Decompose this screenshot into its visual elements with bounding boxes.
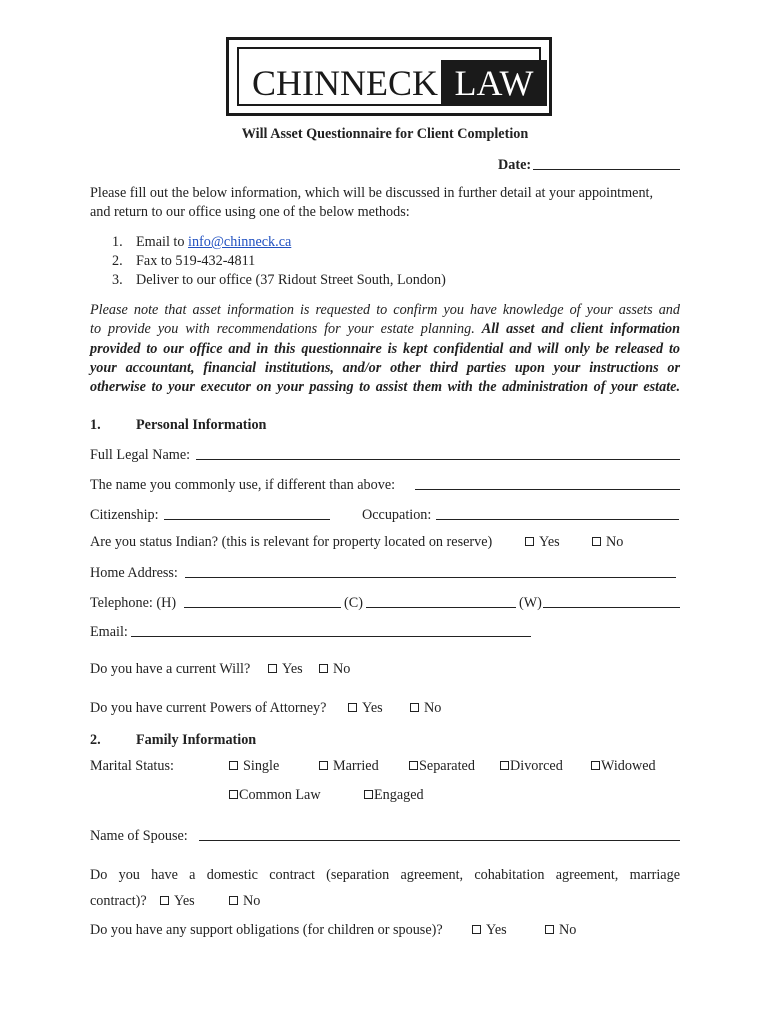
spouse-name-label: Name of Spouse: xyxy=(90,828,188,844)
powers-attorney-no[interactable] xyxy=(410,699,441,717)
marital-option-separated[interactable] xyxy=(409,757,475,775)
option-label: Single xyxy=(243,758,280,774)
telephone-home-field[interactable] xyxy=(184,607,341,608)
checkbox-icon[interactable] xyxy=(229,790,238,799)
common-name-field[interactable] xyxy=(415,489,680,490)
home-address-label: Home Address: xyxy=(90,565,178,581)
checkbox-icon[interactable] xyxy=(229,761,238,770)
occupation-field[interactable] xyxy=(436,519,679,520)
citizenship-field[interactable] xyxy=(164,519,330,520)
no-label: No xyxy=(333,661,351,677)
intro-line-2: and return to our office using one of the below methods: xyxy=(90,204,410,220)
support-obligations-yes[interactable] xyxy=(472,921,507,939)
home-address-field[interactable] xyxy=(185,577,676,578)
checkbox-icon[interactable] xyxy=(160,896,169,905)
domestic-contract-question-line-1: Do you have a domestic contract (separation agreement, cohabitation agreement, marriage xyxy=(90,867,680,883)
method-3-text: Deliver to our office (37 Ridout Street South, London) xyxy=(136,272,446,288)
telephone-home-label: Telephone: (H) xyxy=(90,595,177,611)
marital-option-engaged[interactable] xyxy=(364,786,424,804)
domestic-contract-yes[interactable] xyxy=(160,892,195,910)
marital-option-single[interactable] xyxy=(229,757,279,775)
citizenship-label: Citizenship: xyxy=(90,507,159,523)
method-2-text: Fax to 519-432-4811 xyxy=(136,253,256,269)
note-line-2-italic: to provide you with recommendations for your estate planning. xyxy=(90,321,475,337)
chinneck-law-logo xyxy=(226,37,552,116)
occupation-label: Occupation: xyxy=(362,507,432,523)
note-line-2-bold: All asset and client information xyxy=(481,321,681,337)
no-label: No xyxy=(606,534,624,550)
support-obligations-question: Do you have any support obligations (for children or spouse)? xyxy=(90,922,443,938)
common-name-label: The name you commonly use, if different than above: xyxy=(90,477,396,493)
method-1-text: Email to xyxy=(136,234,189,250)
checkbox-icon[interactable] xyxy=(410,703,419,712)
telephone-work-field[interactable] xyxy=(543,607,680,608)
section-1-title: Personal Information xyxy=(136,417,267,433)
section-2-title: Family Information xyxy=(136,732,257,748)
checkbox-icon[interactable] xyxy=(229,896,238,905)
telephone-cell-field[interactable] xyxy=(366,607,516,608)
date-field[interactable] xyxy=(533,169,680,170)
marital-option-married[interactable] xyxy=(319,757,379,775)
date-label: Date: xyxy=(498,157,532,173)
method-1 xyxy=(136,233,291,251)
option-label: Separated xyxy=(419,758,475,774)
method-1-number: 1. xyxy=(112,234,123,250)
yes-label: Yes xyxy=(174,893,195,909)
checkbox-icon[interactable] xyxy=(409,761,418,770)
no-label: No xyxy=(243,893,261,909)
checkbox-icon[interactable] xyxy=(545,925,554,934)
option-label: Divorced xyxy=(510,758,563,774)
logo-word-law: LAW xyxy=(441,60,547,106)
checkbox-icon[interactable] xyxy=(348,703,357,712)
marital-option-common-law[interactable] xyxy=(229,786,321,804)
marital-status-label: Marital Status: xyxy=(90,758,174,774)
current-will-question: Do you have a current Will? xyxy=(90,661,251,677)
checkbox-icon[interactable] xyxy=(472,925,481,934)
full-legal-name-field[interactable] xyxy=(196,459,680,460)
email-label: Email: xyxy=(90,624,128,640)
checkbox-icon[interactable] xyxy=(319,664,328,673)
method-3-number: 3. xyxy=(112,272,123,288)
document-title: Will Asset Questionnaire for Client Completion xyxy=(241,126,529,142)
support-obligations-no[interactable] xyxy=(545,921,576,939)
checkbox-icon[interactable] xyxy=(525,537,534,546)
yes-label: Yes xyxy=(362,700,383,716)
yes-label: Yes xyxy=(282,661,303,677)
note-line-4: your accountant, financial institutions, and/or other third parties upon your instructions or xyxy=(90,360,680,376)
email-field[interactable] xyxy=(131,636,531,637)
current-will-no[interactable] xyxy=(319,660,350,678)
logo-word-chinneck: CHINNECK xyxy=(252,63,438,103)
note-line-1: Please note that asset information is requested to confirm you have knowledge of your assets and xyxy=(90,302,680,318)
status-indian-question: Are you status Indian? (this is relevant for property located on reserve) xyxy=(90,534,493,550)
email-link[interactable]: info@chinneck.ca xyxy=(188,234,292,250)
domestic-contract-question-line-2: contract)? xyxy=(90,893,147,909)
no-label: No xyxy=(424,700,442,716)
checkbox-icon[interactable] xyxy=(592,537,601,546)
option-label: Engaged xyxy=(374,787,424,803)
yes-label: Yes xyxy=(486,922,507,938)
note-line-3: provided to our office and in this questionnaire is kept confidential and will only be released to xyxy=(90,341,680,357)
full-legal-name-label: Full Legal Name: xyxy=(90,447,191,463)
checkbox-icon[interactable] xyxy=(268,664,277,673)
section-2-number: 2. xyxy=(90,732,101,748)
checkbox-icon[interactable] xyxy=(364,790,373,799)
checkbox-icon[interactable] xyxy=(591,761,600,770)
intro-line-1: Please fill out the below information, which will be discussed in further detail at your appointment, xyxy=(90,185,654,201)
option-label: Common Law xyxy=(239,787,321,803)
method-2-number: 2. xyxy=(112,253,123,269)
option-label: Widowed xyxy=(601,758,656,774)
checkbox-icon[interactable] xyxy=(500,761,509,770)
spouse-name-field[interactable] xyxy=(199,840,680,841)
telephone-work-label: (W) xyxy=(519,595,542,611)
current-will-yes[interactable] xyxy=(268,660,303,678)
telephone-cell-label: (C) xyxy=(344,595,363,611)
status-indian-yes[interactable] xyxy=(525,533,560,551)
marital-option-widowed[interactable] xyxy=(591,757,656,775)
powers-attorney-yes[interactable] xyxy=(348,699,383,717)
checkbox-icon[interactable] xyxy=(319,761,328,770)
note-line-2 xyxy=(90,320,680,338)
logo-inner-frame xyxy=(237,47,541,106)
powers-attorney-question: Do you have current Powers of Attorney? xyxy=(90,700,327,716)
yes-label: Yes xyxy=(539,534,560,550)
note-line-5: otherwise to your executor on your passing to assist them with the administration of your estate. xyxy=(90,379,680,395)
status-indian-no[interactable] xyxy=(592,533,623,551)
no-label: No xyxy=(559,922,577,938)
marital-option-divorced[interactable] xyxy=(500,757,563,775)
domestic-contract-no[interactable] xyxy=(229,892,260,910)
option-label: Married xyxy=(333,758,379,774)
section-1-number: 1. xyxy=(90,417,101,433)
